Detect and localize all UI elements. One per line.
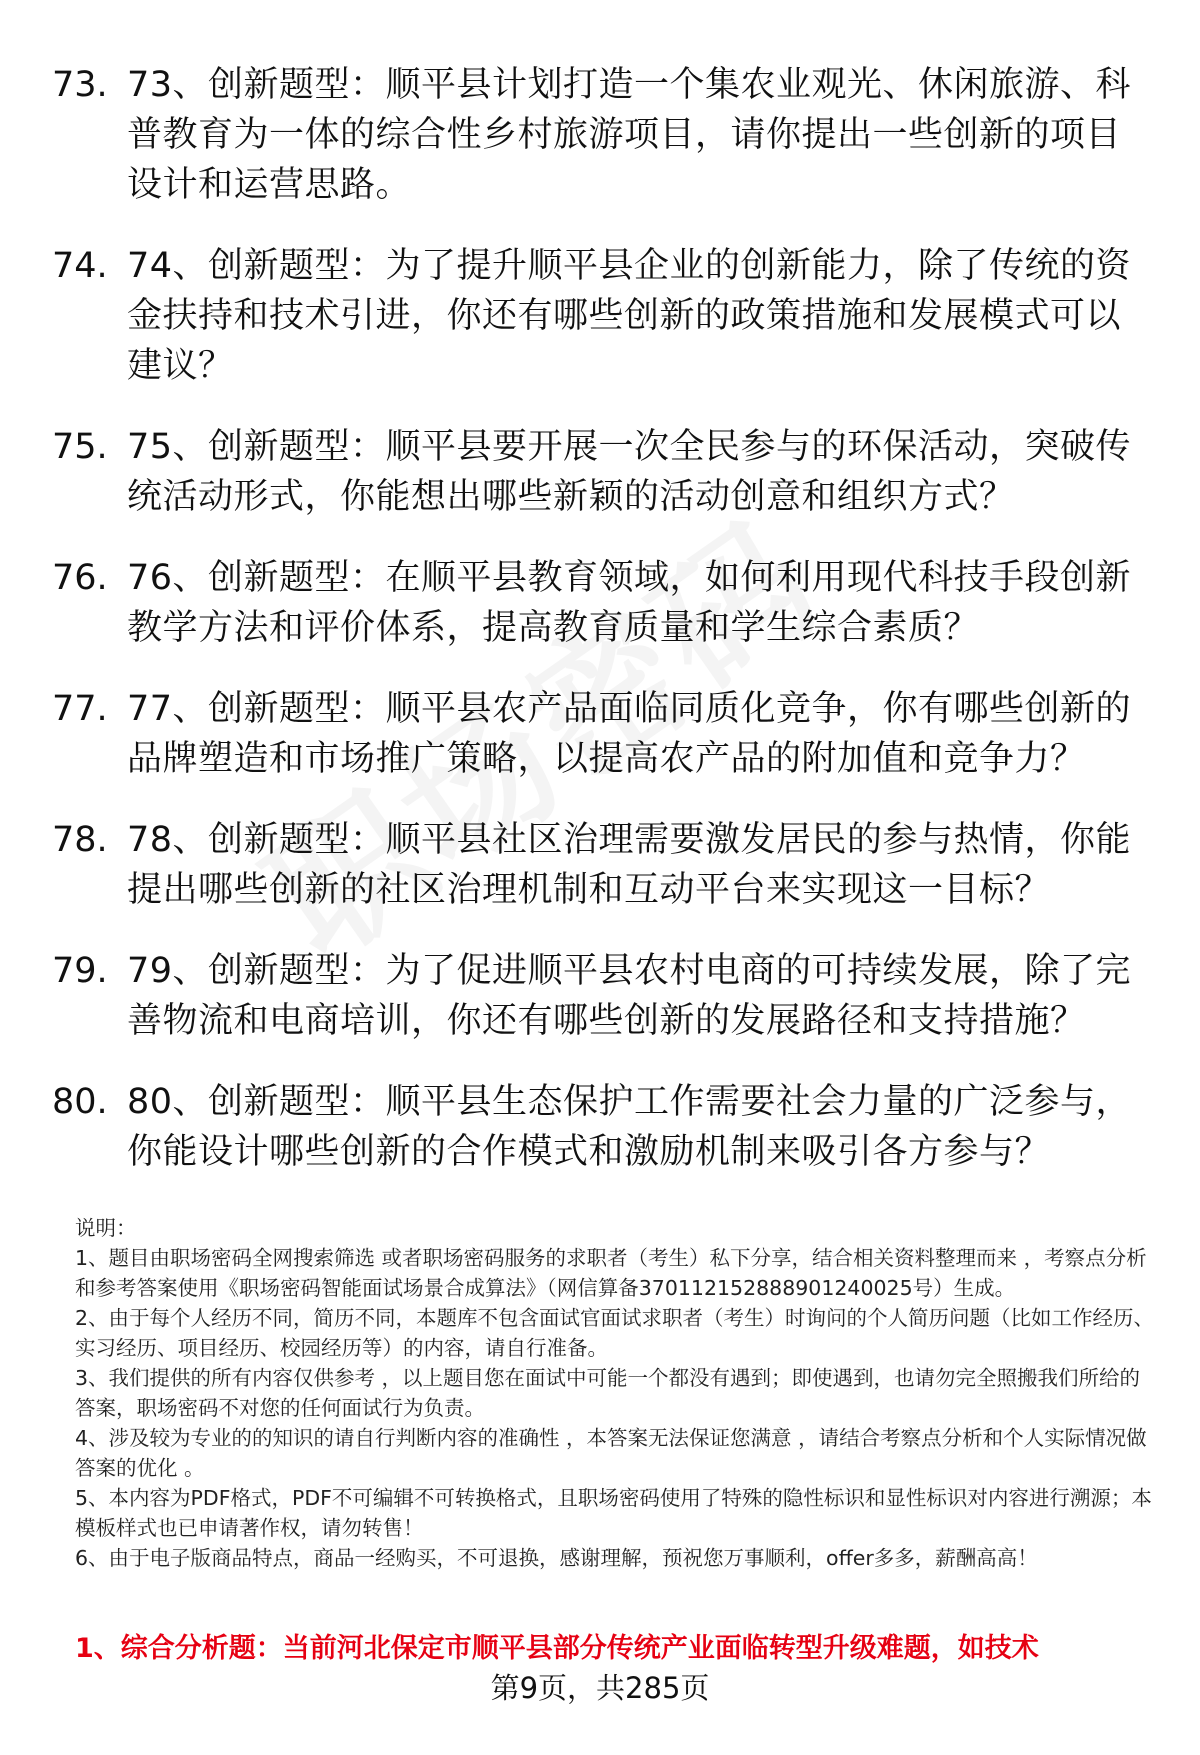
question-number: 78. <box>52 820 108 860</box>
notes-section <box>75 1213 1155 1573</box>
question-item <box>52 684 1147 784</box>
question-list <box>52 60 1147 1208</box>
note-item: 5、本内容为PDF格式，PDF不可编辑不可转换格式，且职场密码使用了特殊的隐性标识和显性标识对内容进行溯源；本模板样式也已申请著作权，请勿转售！ <box>75 1486 1152 1540</box>
question-text: 73、创新题型：顺平县计划打造一个集农业观光、休闲旅游、科普教育为一体的综合性乡村旅游项目，请你提出一些创新的项目设计和运营思路。 <box>127 65 1132 205</box>
question-number: 77. <box>52 689 108 729</box>
note-item: 6、由于电子版商品特点，商品一经购买，不可退换，感谢理解，预祝您万事顺利，offer多多，薪酬高高！ <box>75 1546 1038 1570</box>
question-text: 74、创新题型：为了提升顺平县企业的创新能力，除了传统的资金扶持和技术引进，你还有哪些创新的政策措施和发展模式可以建议？ <box>127 246 1132 386</box>
question-item <box>52 422 1147 522</box>
note-item: 2、由于每个人经历不同，简历不同，本题库不包含面试官面试求职者（考生）时询问的个人简历问题（比如工作经历、实习经历、项目经历、校园经历等）的内容，请自行准备。 <box>75 1306 1155 1360</box>
notes-title: 说明： <box>75 1216 137 1240</box>
analysis-question-heading: 1、综合分析题：当前河北保定市顺平县部分传统产业面临转型升级难题，如技术 <box>75 1633 1039 1664</box>
question-number: 74. <box>52 246 108 286</box>
question-text: 79、创新题型：为了促进顺平县农村电商的可持续发展，除了完善物流和电商培训，你还有哪些创新的发展路径和支持措施？ <box>127 951 1132 1041</box>
question-number: 80. <box>52 1082 108 1122</box>
question-item <box>52 946 1147 1046</box>
note-item: 3、我们提供的所有内容仅供参考 ，以上题目您在面试中可能一个都没有遇到；即使遇到，也请勿完全照搬我们所给的答案，职场密码不对您的任何面试行为负责。 <box>75 1366 1141 1420</box>
question-text: 78、创新题型：顺平县社区治理需要激发居民的参与热情，你能提出哪些创新的社区治理机制和互动平台来实现这一目标？ <box>127 820 1132 910</box>
note-item: 4、涉及较为专业的的知识的请自行判断内容的准确性 ，本答案无法保证您满意 ，请结合考察点分析和个人实际情况做答案的优化 。 <box>75 1426 1147 1480</box>
question-number: 75. <box>52 427 108 467</box>
question-item <box>52 241 1147 391</box>
question-item <box>52 553 1147 653</box>
question-item <box>52 60 1147 210</box>
question-text: 80、创新题型：顺平县生态保护工作需要社会力量的广泛参与，你能设计哪些创新的合作模式和激励机制来吸引各方参与？ <box>127 1082 1132 1172</box>
question-item <box>52 815 1147 915</box>
question-text: 76、创新题型：在顺平县教育领域，如何利用现代科技手段创新教学方法和评价体系，提高教育质量和学生综合素质？ <box>127 558 1132 648</box>
question-text: 75、创新题型：顺平县要开展一次全民参与的环保活动，突破传统活动形式，你能想出哪些新颖的活动创意和组织方式？ <box>127 427 1132 517</box>
page-number: 第9页，共285页 <box>490 1671 710 1705</box>
question-text: 77、创新题型：顺平县农产品面临同质化竞争，你有哪些创新的品牌塑造和市场推广策略，以提高农产品的附加值和竞争力？ <box>127 689 1132 779</box>
note-item: 1、题目由职场密码全网搜索筛选 或者职场密码服务的求职者（考生）私下分享，结合相关资料整理而来 ，考察点分析和参考答案使用《职场密码智能面试场景合成算法》（网信算备370112152888901240025号）生成。 <box>75 1246 1147 1300</box>
question-item <box>52 1077 1147 1177</box>
question-number: 73. <box>52 65 108 105</box>
question-number: 79. <box>52 951 108 991</box>
question-number: 76. <box>52 558 108 598</box>
